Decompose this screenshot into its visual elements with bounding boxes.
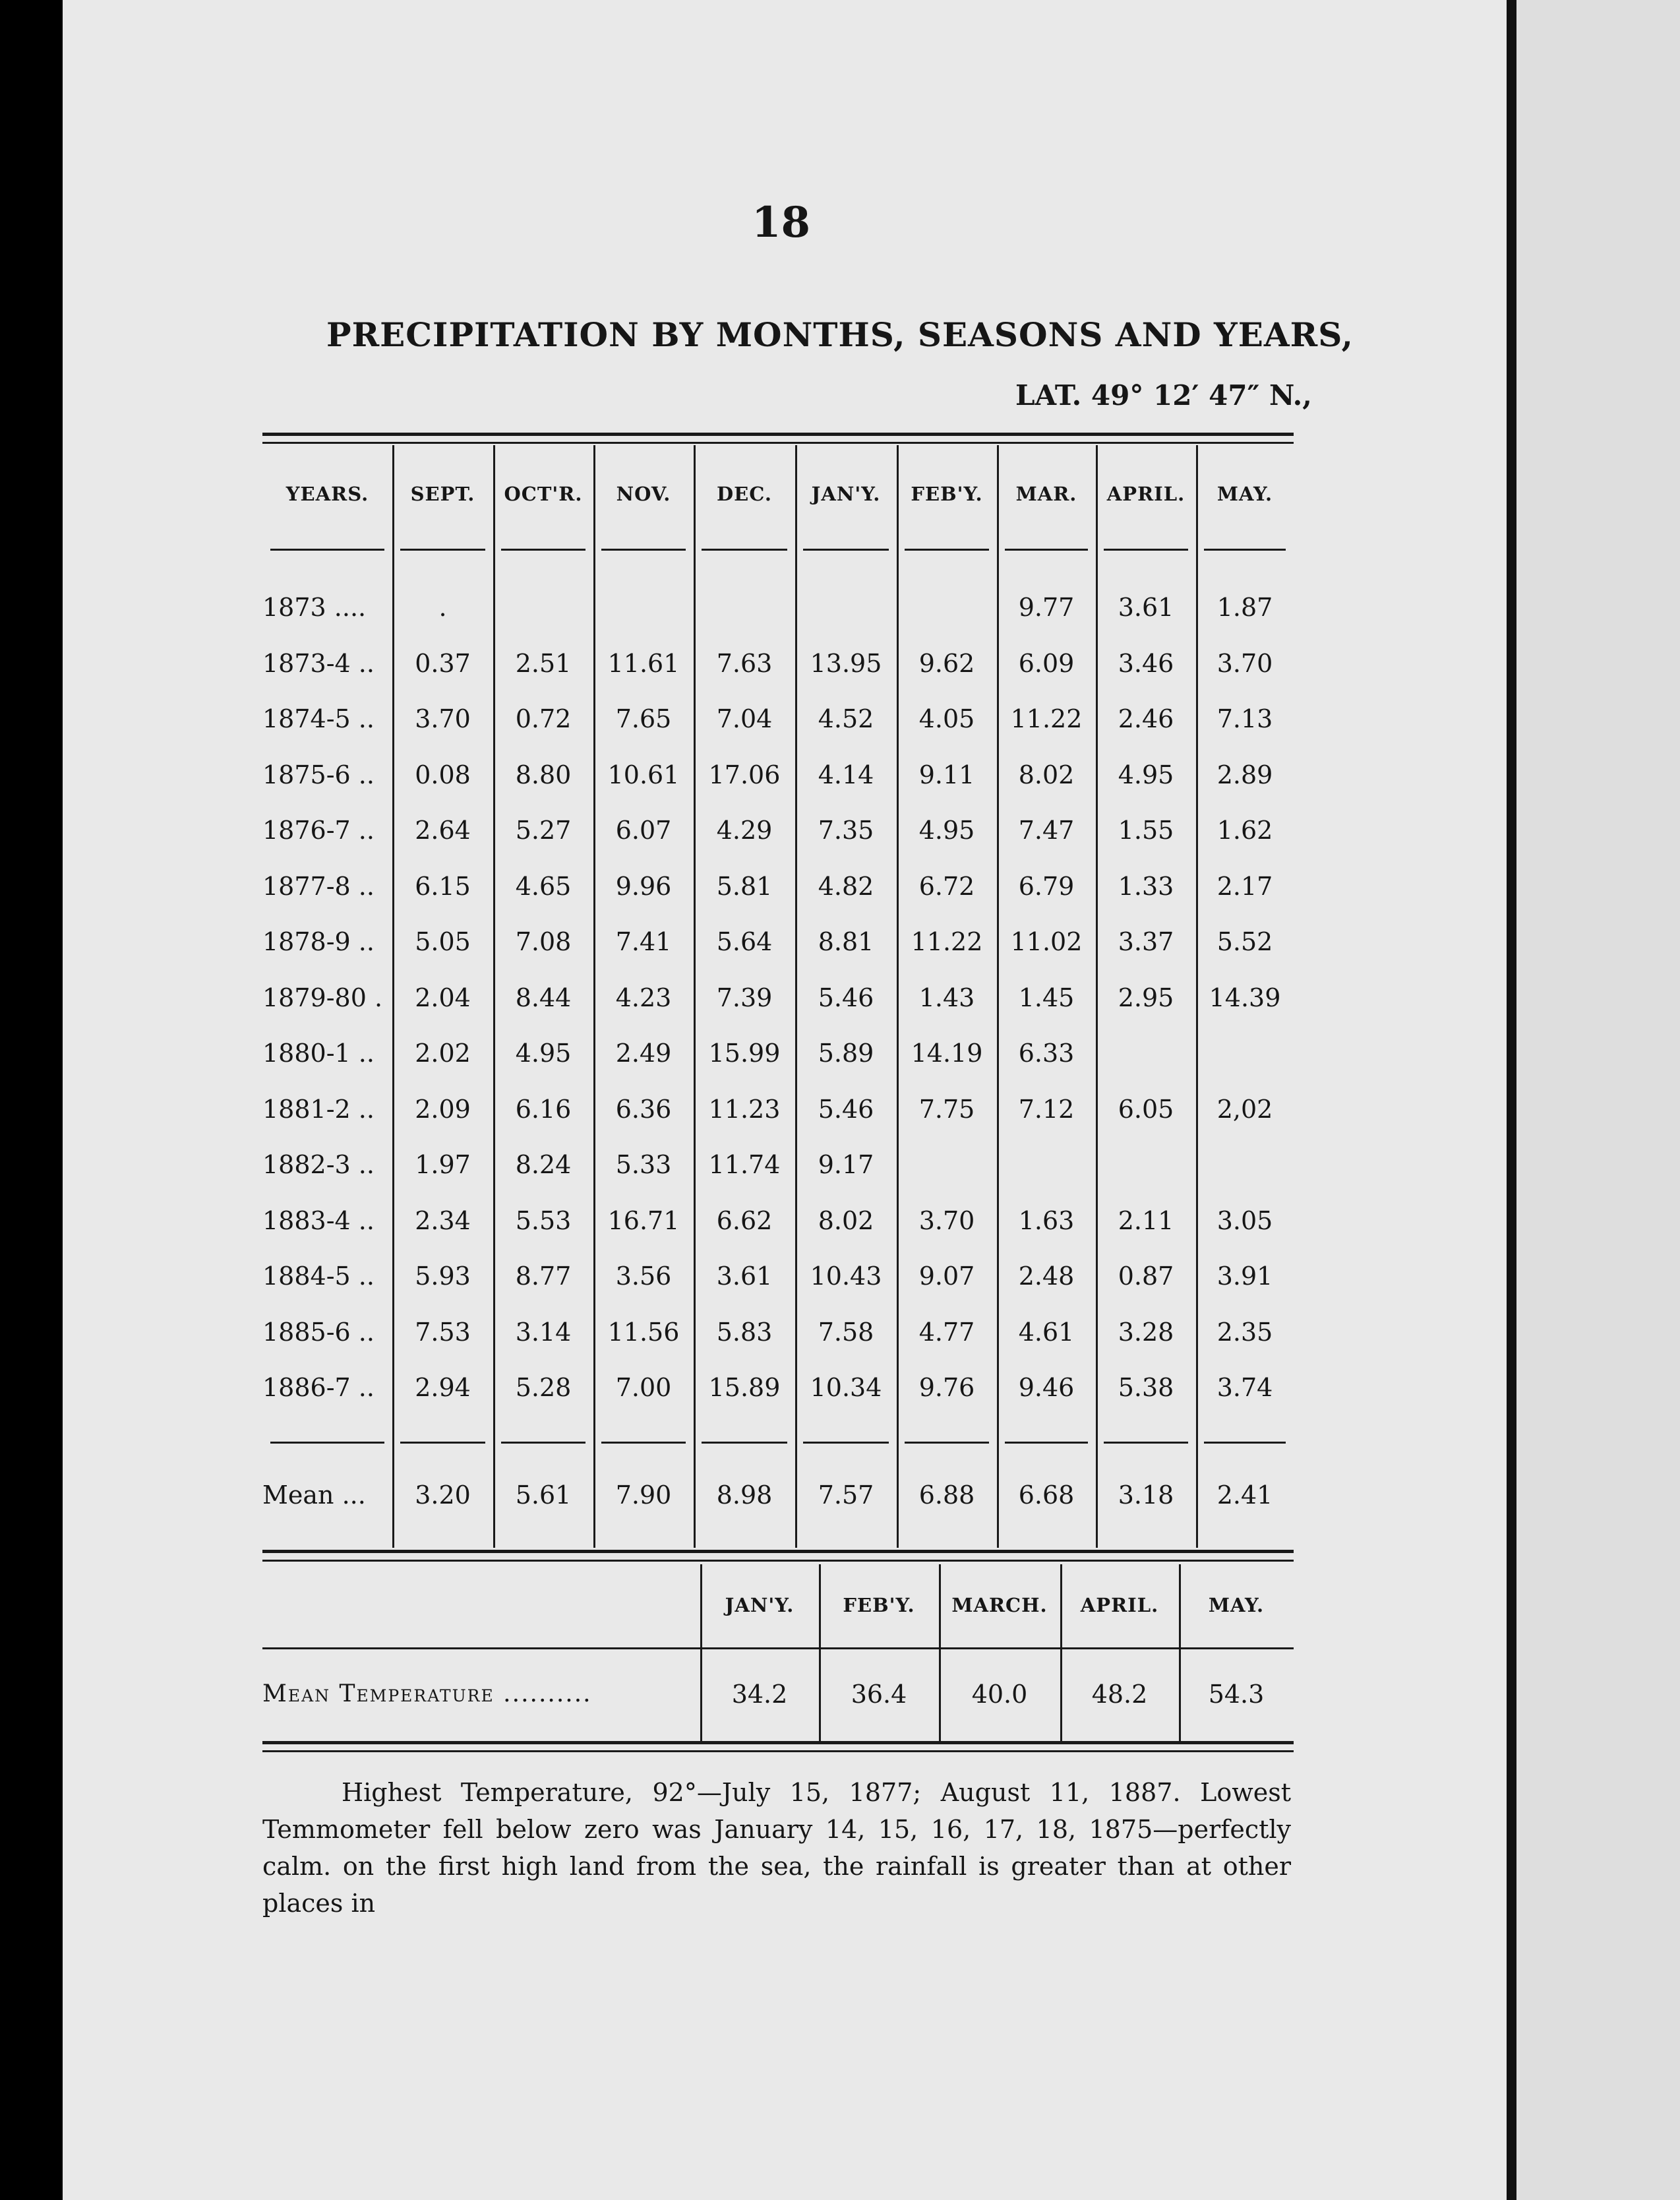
precip-value: 9.46 xyxy=(1018,1373,1075,1402)
precip-value: 3.91 xyxy=(1216,1262,1273,1291)
mean-rule xyxy=(1104,1442,1188,1444)
mean-rule xyxy=(601,1442,686,1444)
precip-value: 7.75 xyxy=(918,1094,975,1124)
table-title: PRECIPITATION BY MONTHS, SEASONS AND YEARS, xyxy=(326,315,1354,354)
precip-value: 4.61 xyxy=(1018,1317,1075,1347)
precip-value: 17.06 xyxy=(708,760,781,789)
precip-value: 5.83 xyxy=(716,1317,773,1347)
temp-column-header: JAN'Y. xyxy=(725,1594,795,1616)
mean-rule xyxy=(1204,1442,1286,1444)
year-label: 1874-5 .. xyxy=(262,704,375,733)
precip-value: 6.09 xyxy=(1018,648,1075,678)
mean-rule xyxy=(905,1442,989,1444)
column-header: DEC. xyxy=(717,483,772,505)
temp-column-divider xyxy=(939,1564,941,1741)
temp-column-divider xyxy=(819,1564,821,1741)
precip-value: 1.33 xyxy=(1118,871,1174,901)
header-underline xyxy=(905,549,989,551)
mean-value: 8.98 xyxy=(716,1481,773,1510)
precip-value: 1.45 xyxy=(1018,983,1075,1012)
precip-value: 2.17 xyxy=(1216,871,1273,901)
year-label: 1876-7 .. xyxy=(262,816,375,845)
temp-column-header: APRIL. xyxy=(1080,1594,1159,1616)
precip-value: 1.43 xyxy=(918,983,975,1012)
mean-rule xyxy=(702,1442,787,1444)
precip-value: 7.47 xyxy=(1018,816,1075,845)
precip-value: 3.61 xyxy=(1118,593,1174,622)
precip-value: 4.05 xyxy=(918,704,975,733)
mean-rule xyxy=(270,1442,384,1444)
precip-value: 6.16 xyxy=(515,1094,572,1124)
precip-value: 1.63 xyxy=(1018,1206,1075,1235)
mean-value: 3.18 xyxy=(1118,1481,1174,1510)
precip-value: 8.02 xyxy=(1018,760,1075,789)
year-label: 1880-1 .. xyxy=(262,1039,375,1068)
precip-value: 5.28 xyxy=(515,1373,572,1402)
year-label: 1883-4 .. xyxy=(262,1206,375,1235)
precip-value: 2.89 xyxy=(1216,760,1273,789)
precip-value: 6.33 xyxy=(1018,1039,1075,1068)
precip-value: 14.39 xyxy=(1209,983,1281,1012)
precip-value: 2.35 xyxy=(1216,1317,1273,1347)
year-label: 1881-2 .. xyxy=(262,1094,375,1124)
mean-rule xyxy=(400,1442,485,1444)
precip-value: 2.51 xyxy=(515,648,572,678)
precip-value: 8.02 xyxy=(818,1206,874,1235)
column-header: OCT'R. xyxy=(504,483,583,505)
temp-value: 34.2 xyxy=(731,1680,788,1709)
precip-value: 2,02 xyxy=(1216,1094,1273,1124)
table-rule-double xyxy=(262,1741,1294,1744)
paragraph-text: Highest Temperature, 92°—July 15, 1877; August 11, 1887. Lowest Temmometer fell below zero was January 14, 15, 16, 17, 18, 1875—perfectly calm. on the first high land from the sea, the rainfall is greater than at other places in xyxy=(262,1778,1291,1918)
precip-value: 8.77 xyxy=(515,1262,572,1291)
precip-value: 0.87 xyxy=(1118,1262,1174,1291)
header-underline xyxy=(702,549,787,551)
precip-value: 7.65 xyxy=(615,704,672,733)
table-rule-double xyxy=(262,442,1294,444)
precip-value: 4.29 xyxy=(716,816,773,845)
precip-value: 2.11 xyxy=(1118,1206,1174,1235)
column-header: JAN'Y. xyxy=(811,483,881,505)
precip-value: 5.81 xyxy=(716,871,773,901)
precip-value: 0.08 xyxy=(415,760,471,789)
precip-value: 3.56 xyxy=(615,1262,672,1291)
precip-value: 9.77 xyxy=(1018,593,1075,622)
temp-header-rule xyxy=(262,1647,1294,1649)
column-header: YEARS. xyxy=(285,483,369,505)
precip-value: 7.12 xyxy=(1018,1094,1075,1124)
precip-value: 2.95 xyxy=(1118,983,1174,1012)
precip-value: 10.43 xyxy=(810,1262,882,1291)
precip-value: 3.74 xyxy=(1216,1373,1273,1402)
year-label: 1886-7 .. xyxy=(262,1373,375,1402)
precip-value: 2.48 xyxy=(1018,1262,1075,1291)
precip-value: 3.37 xyxy=(1118,927,1174,956)
precip-value: 3.70 xyxy=(415,704,471,733)
header-underline xyxy=(1104,549,1188,551)
precip-value: 5.46 xyxy=(818,983,874,1012)
year-label: 1873-4 .. xyxy=(262,648,375,678)
column-header: FEB'Y. xyxy=(911,483,983,505)
precip-value: 2.02 xyxy=(415,1039,471,1068)
temp-column-header: MAY. xyxy=(1208,1594,1265,1616)
precip-value: 5.46 xyxy=(818,1094,874,1124)
page-number: 18 xyxy=(752,198,811,247)
precip-value: 11.61 xyxy=(607,648,680,678)
precip-value: 6.07 xyxy=(615,816,672,845)
precip-value: 13.95 xyxy=(810,648,882,678)
year-label: 1877-8 .. xyxy=(262,871,375,901)
precip-value: 6.72 xyxy=(918,871,975,901)
precip-value: 6.62 xyxy=(716,1206,773,1235)
mean-value: 3.20 xyxy=(415,1481,471,1510)
precip-value: 7.39 xyxy=(716,983,773,1012)
precip-value: 7.53 xyxy=(415,1317,471,1347)
header-underline xyxy=(601,549,686,551)
precip-value: 7.00 xyxy=(615,1373,672,1402)
precip-value: 4.14 xyxy=(818,760,874,789)
precip-value: 1.87 xyxy=(1216,593,1273,622)
precip-value: 3.05 xyxy=(1216,1206,1273,1235)
precip-value: 14.19 xyxy=(911,1039,983,1068)
precip-value: 9.17 xyxy=(818,1150,874,1179)
precip-value: 2.34 xyxy=(415,1206,471,1235)
header-underline xyxy=(501,549,585,551)
precip-value: 11.02 xyxy=(1010,927,1083,956)
column-header: APRIL. xyxy=(1106,483,1185,505)
precip-value: 9.96 xyxy=(615,871,672,901)
precip-value: 0.72 xyxy=(515,704,572,733)
table-rule-double xyxy=(262,1560,1294,1562)
precip-value: 6.05 xyxy=(1118,1094,1174,1124)
temp-value: 54.3 xyxy=(1208,1680,1265,1709)
next-page-edge xyxy=(1516,0,1680,2200)
precip-value: 9.07 xyxy=(918,1262,975,1291)
header-underline xyxy=(1005,549,1088,551)
header-underline xyxy=(400,549,485,551)
precip-value: 4.82 xyxy=(818,871,874,901)
precip-value: 15.89 xyxy=(708,1373,781,1402)
precip-value: 7.63 xyxy=(716,648,773,678)
precip-value: 6.79 xyxy=(1018,871,1075,901)
year-label: 1873 .... xyxy=(262,593,367,622)
precip-value: 2.09 xyxy=(415,1094,471,1124)
mean-value: 7.90 xyxy=(615,1481,672,1510)
temp-column-divider xyxy=(1179,1564,1181,1741)
column-header: SEPT. xyxy=(410,483,475,505)
mean-value: 6.88 xyxy=(918,1481,975,1510)
precip-value: 5.53 xyxy=(515,1206,572,1235)
precip-value: 11.74 xyxy=(708,1150,781,1179)
mean-value: 6.68 xyxy=(1018,1481,1075,1510)
precip-value: 0.37 xyxy=(415,648,471,678)
precip-value: 8.81 xyxy=(818,927,874,956)
precip-value: 5.93 xyxy=(415,1262,471,1291)
precip-value: 1.62 xyxy=(1216,816,1273,845)
precip-value: 3.70 xyxy=(918,1206,975,1235)
precip-value: 7.41 xyxy=(615,927,672,956)
precip-value: 6.36 xyxy=(615,1094,672,1124)
mean-value: 2.41 xyxy=(1216,1481,1273,1510)
year-label: 1885-6 .. xyxy=(262,1317,375,1347)
table-rule-double xyxy=(262,1550,1294,1553)
precip-value: 10.61 xyxy=(607,760,680,789)
mean-value: 7.57 xyxy=(818,1481,874,1510)
precip-value: 11.56 xyxy=(607,1317,680,1347)
precip-value: 2.64 xyxy=(415,816,471,845)
year-label: 1878-9 .. xyxy=(262,927,375,956)
precip-value: 7.08 xyxy=(515,927,572,956)
mean-rule xyxy=(1005,1442,1088,1444)
precip-value: 4.65 xyxy=(515,871,572,901)
precip-value: 4.23 xyxy=(615,983,672,1012)
precip-value: 8.24 xyxy=(515,1150,572,1179)
column-header: MAY. xyxy=(1216,483,1273,505)
precip-value: 9.11 xyxy=(918,760,975,789)
year-label: 1875-6 .. xyxy=(262,760,375,789)
precip-value: 11.23 xyxy=(708,1094,781,1124)
temp-column-divider xyxy=(700,1564,702,1741)
precip-value: 8.44 xyxy=(515,983,572,1012)
precip-value: 7.04 xyxy=(716,704,773,733)
precip-value: 3.14 xyxy=(515,1317,572,1347)
precip-value: 16.71 xyxy=(607,1206,680,1235)
precip-value: 2.49 xyxy=(615,1039,672,1068)
precip-value: 1.55 xyxy=(1118,816,1174,845)
precip-value: 5.33 xyxy=(615,1150,672,1179)
year-label: 1884-5 .. xyxy=(262,1262,375,1291)
latitude: LAT. 49° 12′ 47″ N., xyxy=(1015,379,1312,412)
precip-value: 9.62 xyxy=(918,648,975,678)
precip-value: 7.13 xyxy=(1216,704,1273,733)
precip-value: 4.52 xyxy=(818,704,874,733)
column-header: NOV. xyxy=(616,483,671,505)
temp-value: 48.2 xyxy=(1091,1680,1148,1709)
temp-value: 40.0 xyxy=(971,1680,1028,1709)
table-rule-double xyxy=(262,433,1294,436)
column-header: MAR. xyxy=(1015,483,1077,505)
mean-rule xyxy=(501,1442,585,1444)
precip-value: 8.80 xyxy=(515,760,572,789)
precip-value: 1.97 xyxy=(415,1150,471,1179)
precip-value: 7.35 xyxy=(818,816,874,845)
year-label: 1879-80 . xyxy=(262,983,383,1012)
precip-value: 5.64 xyxy=(716,927,773,956)
precip-value: 2.46 xyxy=(1118,704,1174,733)
precip-value: 4.95 xyxy=(918,816,975,845)
precip-value: 7.58 xyxy=(818,1317,874,1347)
precip-value: 5.05 xyxy=(415,927,471,956)
precip-value: 5.38 xyxy=(1118,1373,1174,1402)
precip-value: 3.70 xyxy=(1216,648,1273,678)
temp-column-header: MARCH. xyxy=(951,1594,1048,1616)
precip-value: 2.04 xyxy=(415,983,471,1012)
temp-value: 36.4 xyxy=(851,1680,907,1709)
mean-label: Mean ... xyxy=(262,1481,366,1510)
header-underline xyxy=(1204,549,1286,551)
precip-value: 4.95 xyxy=(515,1039,572,1068)
precip-value: 6.15 xyxy=(415,871,471,901)
mean-value: 5.61 xyxy=(515,1481,572,1510)
precip-value: 2.94 xyxy=(415,1373,471,1402)
precip-value: . xyxy=(438,593,447,622)
precip-value: 11.22 xyxy=(911,927,983,956)
precip-value: 4.95 xyxy=(1118,760,1174,789)
precip-value: 10.34 xyxy=(810,1373,882,1402)
precip-value: 9.76 xyxy=(918,1373,975,1402)
temp-column-header: FEB'Y. xyxy=(843,1594,915,1616)
temp-column-divider xyxy=(1060,1564,1062,1741)
precip-value: 3.46 xyxy=(1118,648,1174,678)
precip-value: 5.27 xyxy=(515,816,572,845)
header-underline xyxy=(803,549,889,551)
mean-rule xyxy=(803,1442,889,1444)
precip-value: 11.22 xyxy=(1010,704,1083,733)
precip-value: 4.77 xyxy=(918,1317,975,1347)
precip-value: 15.99 xyxy=(708,1039,781,1068)
mean-temperature-label: Mean Temperature .......... xyxy=(262,1680,592,1707)
header-underline xyxy=(270,549,384,551)
year-label: 1882-3 .. xyxy=(262,1150,375,1179)
footer-paragraph xyxy=(262,1774,1291,1922)
table-rule-double xyxy=(262,1750,1294,1752)
precip-value: 5.52 xyxy=(1216,927,1273,956)
precip-value: 5.89 xyxy=(818,1039,874,1068)
precip-value: 3.61 xyxy=(716,1262,773,1291)
precip-value: 3.28 xyxy=(1118,1317,1174,1347)
